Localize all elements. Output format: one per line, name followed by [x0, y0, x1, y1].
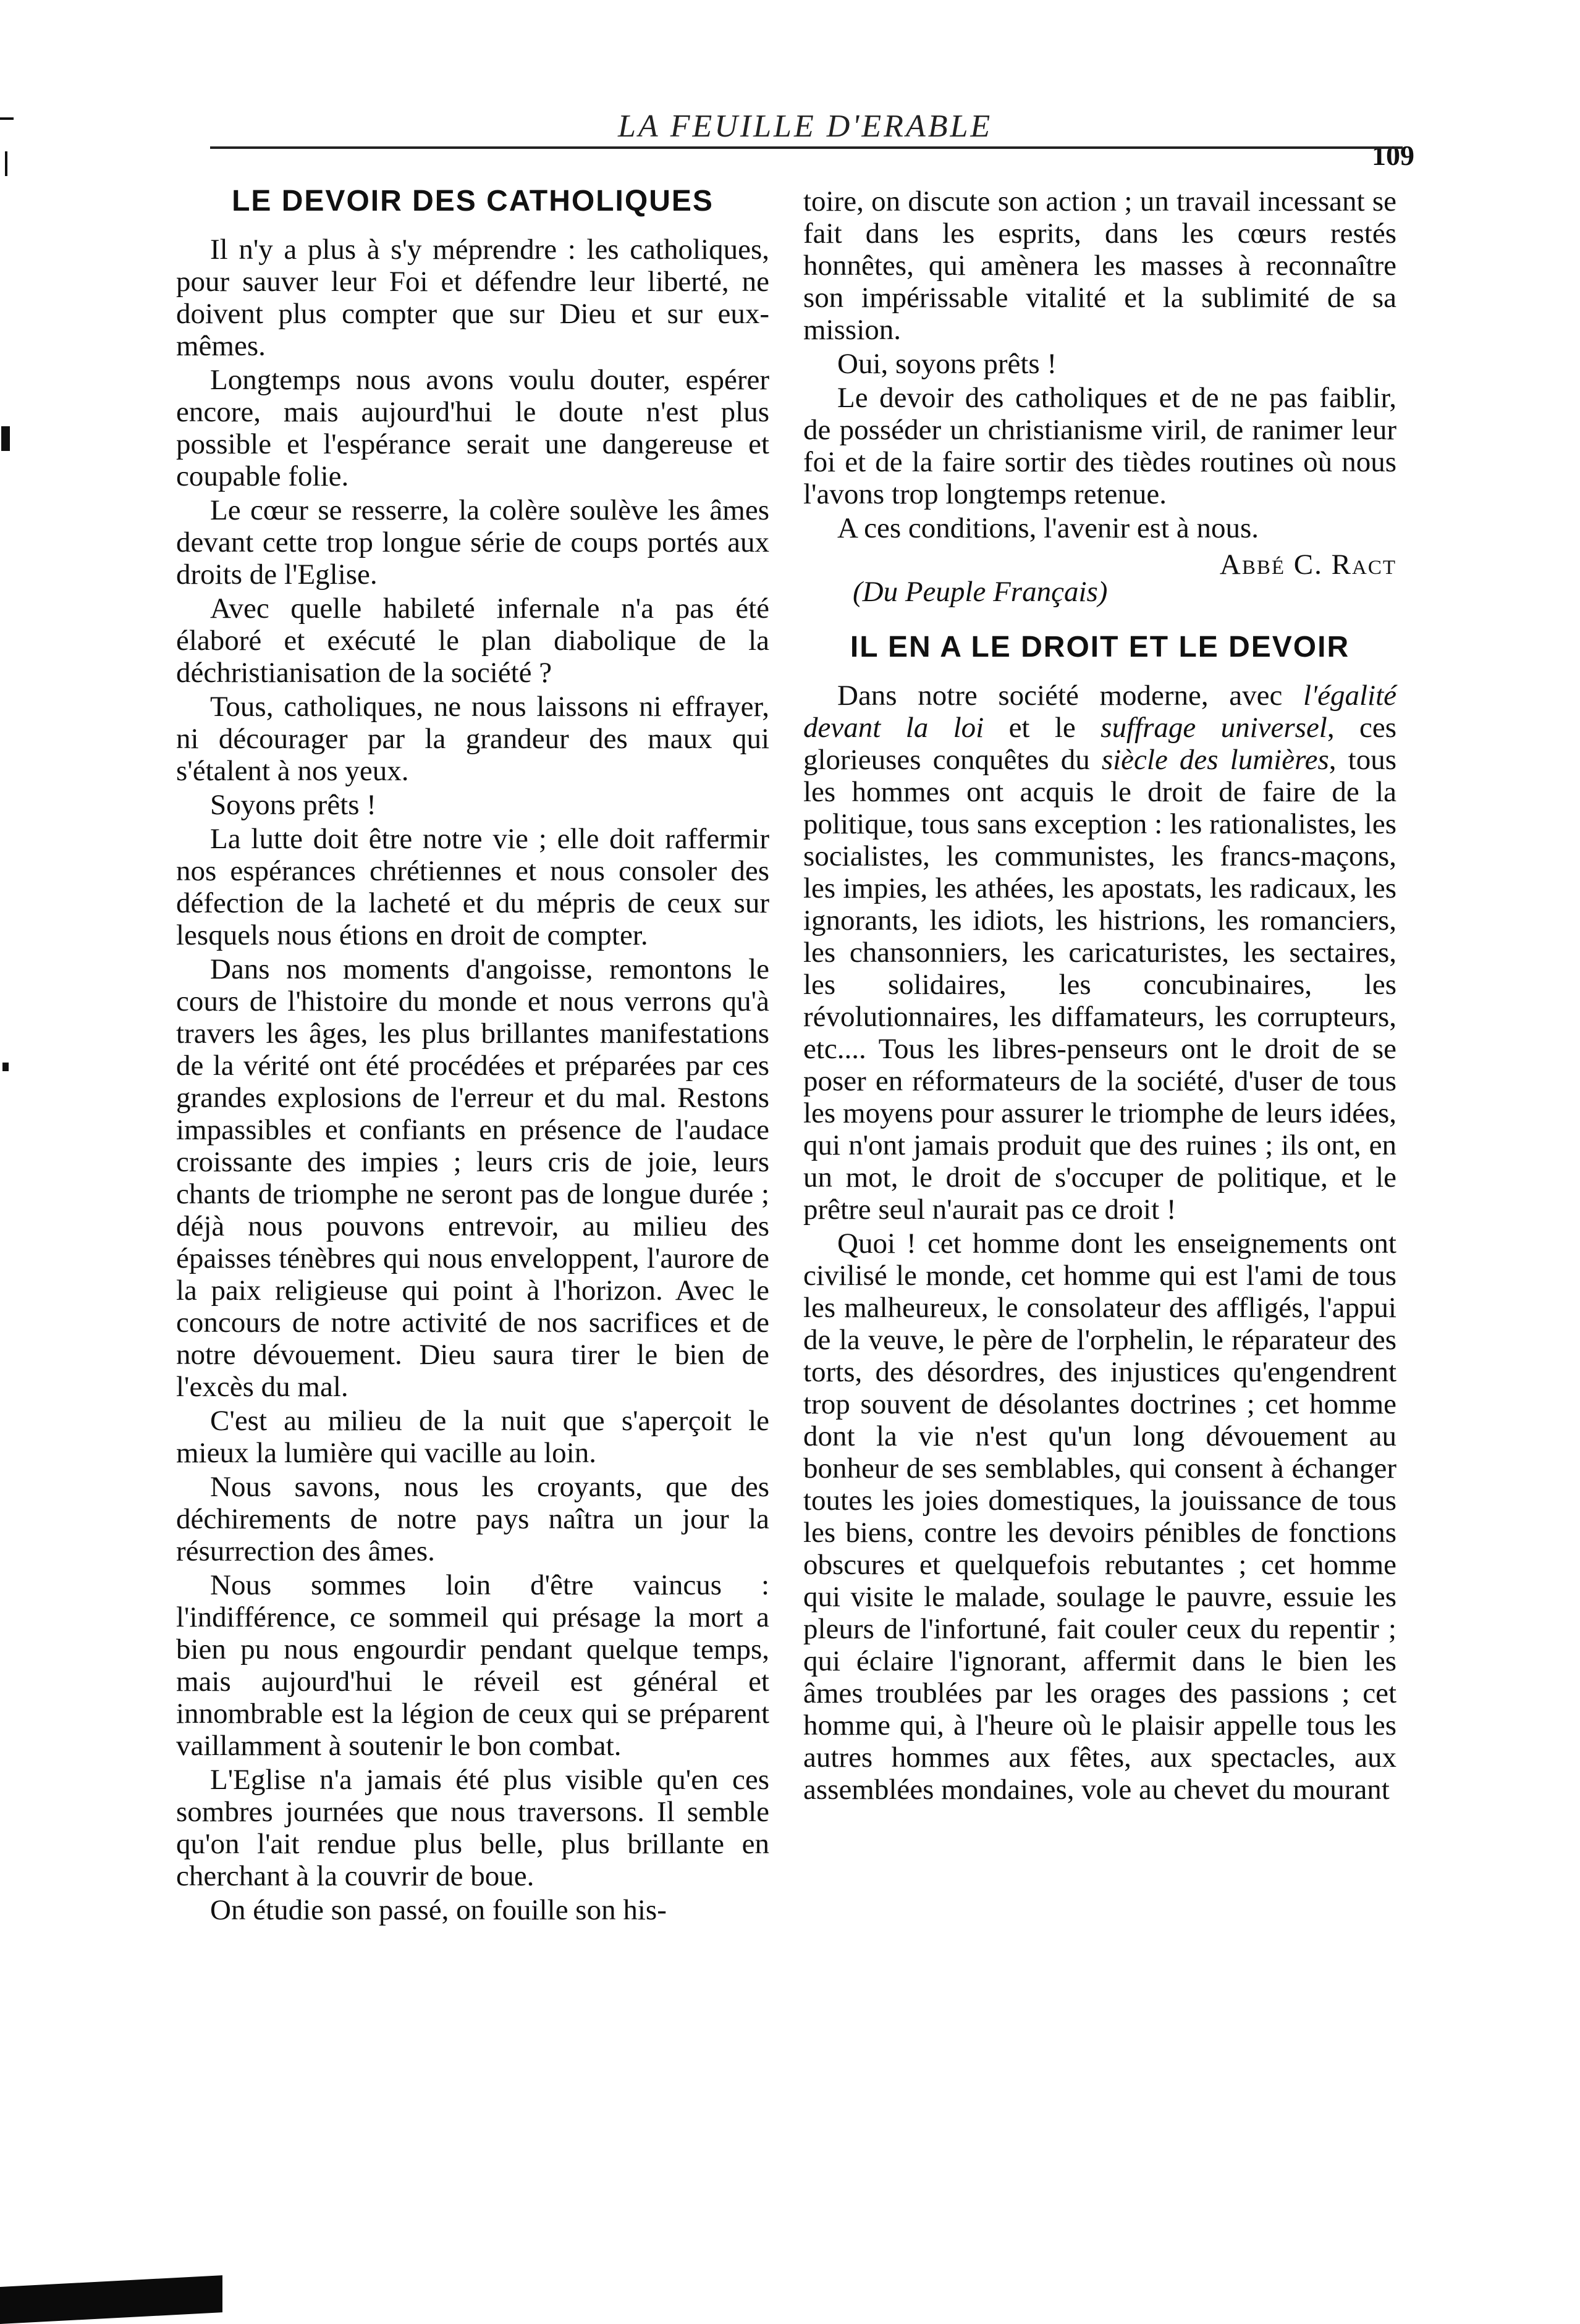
- margin-mark: [2, 1063, 9, 1071]
- article-right-column: [803, 185, 1396, 1808]
- paragraph: La lutte doit être notre vie ; elle doit raffermir nos espérances chrétiennes et nous consoler des défection de la lacheté et du mépris de ceux sur lesquels nous étions en droit de compter.: [176, 823, 769, 951]
- italic-phrase: suffrage universel: [1101, 712, 1327, 744]
- article-title: LE DEVOIR DES CATHOLIQUES: [232, 185, 714, 217]
- paragraph: Nous sommes loin d'être vaincus : l'indifférence, ce sommeil qui présage la mort a bien pu nous engourdir pendant quelque temps, mais aujourd'hui le réveil est général et innombrable est la légion de ceux qui se préparent vaillamment à soutenir le bon combat.: [176, 1569, 769, 1762]
- running-title: LA FEUILLE D'ERABLE: [618, 109, 993, 144]
- margin-mark: [1, 426, 10, 451]
- paragraph: L'Eglise n'a jamais été plus visible qu'en ces sombres journées que nous traversons. Il semble qu'on l'ait rendue plus belle, plus brillante en cherchant à la couvrir de boue.: [176, 1764, 769, 1892]
- paragraph: Longtemps nous avons voulu douter, espérer encore, mais aujourd'hui le doute n'est plus possible et l'espérance serait une dangereuse et coupable folie.: [176, 364, 769, 492]
- paragraph: Quoi ! cet homme dont les enseignements ont civilisé le monde, cet homme qui est l'ami de tous les malheureux, le consolateur des affligés, l'appui de la veuve, le père de l'orphelin, le réparateur des torts, des désordres, des injustices qu'engendrent trop souvent de désolantes doctrines ; cet homme dont la vie n'est qu'un long dévouement au bonheur de ses semblables, qui consent à échanger toutes les joies domestiques, la jouissance de tous les biens, contre les devoirs pénibles de fonctions obscures et quelquefois rebutantes ; cet homme qui visite le malade, soulage le pauvre, essuie les pleurs de l'infortuné, fait couler ceux du repentir ; qui éclaire l'ignorant, affermit dans le bien les âmes troublées par les orages des passions ; cet homme qui, à l'heure où le plaisir appelle tous les autres hommes aux fêtes, aux spectacles, aux assemblées mondaines, vole au chevet du mourant: [803, 1227, 1396, 1806]
- italic-phrase: siècle des lumières: [1101, 744, 1329, 776]
- italic-phrase: l'égalité devant la loi: [803, 680, 1396, 744]
- paragraph: Il n'y a plus à s'y méprendre : les catholiques, pour sauver leur Foi et défendre leur liberté, ne doivent plus compter que sur Dieu et sur eux-mêmes.: [176, 234, 769, 362]
- paragraph: Oui, soyons prêts !: [837, 348, 1057, 380]
- paragraph: A ces conditions, l'avenir est à nous.: [837, 512, 1259, 544]
- paragraph: Le cœur se resserre, la colère soulève les âmes devant cette trop longue série de coups portés aux droits de l'Eglise.: [176, 494, 769, 591]
- paragraph: C'est au milieu de la nuit que s'aperçoit le mieux la lumière qui vacille au loin.: [176, 1405, 769, 1469]
- text-run: , tous les hommes ont acquis le droit de faire de la politique, tous sans exception : les rationalistes, les socialistes, les communistes, les francs-maçons, les impies, les athées, les apostats, les radicaux, les ignorants, les idiots, les histrions, les romanciers, les chansonniers, les caricaturistes, les sectaires, les solidaires, les concubinaires, les révolutionnaires, les diffamateurs, les corrupteurs, etc.... Tous les libres-penseurs ont le droit de se poser en réformateurs de la société, d'user de tous les moyens pour assurer le triomphe de leurs idées, qui n'ont jamais produit que des ruines ; ils ont, en un mot, le droit de s'occuper de politique, et le prêtre seul n'aurait pas ce droit !: [803, 744, 1396, 1226]
- paragraph: On étudie son passé, on fouille son his-: [210, 1894, 667, 1926]
- margin-mark: [5, 151, 7, 176]
- paragraph: [803, 680, 1396, 1226]
- paragraph: Dans nos moments d'angoisse, remontons le cours de l'histoire du monde et nous verrons qu'à travers les âges, les plus brillantes manifestations de la vérité ont été procédées et préparées par ces grandes explosions de l'erreur et du mal. Restons impassibles et confiants en présence de l'audace croissante des impies ; leurs cris de joie, leurs chants de triomphe ne seront pas de longue durée ; déjà nous pouvons entrevoir, au milieu des épaisses ténèbres qui nous enveloppent, l'aurore de la paix religieuse qui point à l'horizon. Avec le concours de notre activité de nos sacrifices et de notre dévouement. Dieu saura tirer le bien de l'excès du mal.: [176, 953, 769, 1403]
- paragraph: Avec quelle habileté infernale n'a pas été élaboré et exécuté le plan diabolique de la déchristianisation de la société ?: [176, 592, 769, 689]
- signature-block: [803, 546, 1396, 614]
- text-run: et le: [984, 712, 1101, 744]
- second-article-title: IL EN A LE DROIT ET LE DEVOIR: [850, 631, 1350, 663]
- margin-mark: [0, 117, 14, 120]
- article-left-column: [176, 185, 769, 1928]
- paragraph: Soyons prêts !: [210, 789, 376, 821]
- paragraph-continuation: toire, on discute son action ; un travail incessant se fait dans les esprits, dans les cœurs restés honnêtes, qui amènera les masses à reconnaître son impérissable vitalité et la sublimité de sa mission.: [803, 185, 1396, 346]
- scan-edge-shadow: [0, 2275, 222, 2324]
- article-source: (Du Peuple Français): [853, 576, 1108, 608]
- header-rule: [210, 146, 1403, 149]
- page-number: 109: [1372, 140, 1414, 171]
- paragraph: Tous, catholiques, ne nous laissons ni effrayer, ni décourager par la grandeur des maux qui s'étalent à nos yeux.: [176, 691, 769, 787]
- paragraph: Nous savons, nous les croyants, que des déchirements de notre pays naîtra un jour la résurrection des âmes.: [176, 1471, 769, 1567]
- text-run: Dans notre société moderne, avec: [837, 680, 1303, 712]
- paragraph: Le devoir des catholiques et de ne pas faiblir, de posséder un christianisme viril, de ranimer leur foi et de la faire sortir des tièdes routines où nous l'avons trop longtemps retenue.: [803, 382, 1396, 510]
- text-run: , ces glorieuses conquêtes du: [803, 712, 1397, 776]
- article-author: Abbé C. Ract: [1219, 549, 1396, 581]
